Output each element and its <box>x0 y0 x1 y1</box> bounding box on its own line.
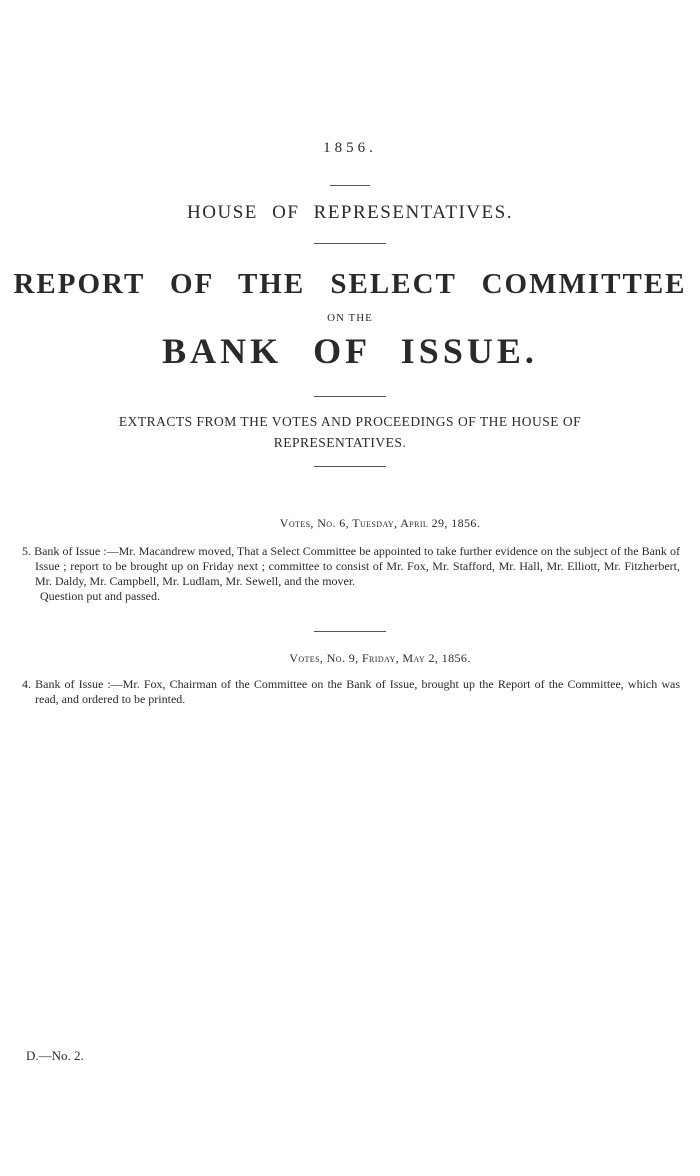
extracts-heading <box>0 411 700 453</box>
votes-entry <box>22 677 680 707</box>
votes-entry <box>22 544 680 604</box>
entry-text: Bank of Issue :—Mr. Macandrew moved, That a Select Committee be appointed to take further evidence on the subject of the Bank of Issue ; report to be brought up on Friday next ; committee to consist of Mr. Fox, Mr. Stafford, Mr. Hall, Mr. Elliott, Mr. Fitzherbert, Mr. Daldy, Mr. Campbell, Mr. Ludlam, Mr. Sewell, and the mover. <box>34 544 680 588</box>
document-code: D.—No. 2. <box>26 1048 84 1063</box>
votes-heading: Votes, No. 6, Tuesday, April 29, 1856. <box>279 516 481 530</box>
entry-number: 4. <box>22 677 31 691</box>
entry-paragraph <box>22 544 680 589</box>
entry-result: Question put and passed. <box>40 589 160 603</box>
divider-rule <box>314 631 386 632</box>
extracts-heading-line2: REPRESENTATIVES. <box>273 435 407 450</box>
divider-rule <box>314 243 386 244</box>
extracts-heading-line1: EXTRACTS FROM THE VOTES AND PROCEEDINGS OF THE HOUSE OF <box>118 414 582 429</box>
house-title: HOUSE OF REPRESENTATIVES. <box>187 202 513 223</box>
divider-rule <box>314 466 386 467</box>
entry-number: 5. <box>22 544 31 558</box>
divider-rule <box>314 396 386 397</box>
on-the-label: ON THE <box>327 312 373 324</box>
year: 1856. <box>323 140 377 156</box>
entry-text: Bank of Issue :—Mr. Fox, Chairman of the Committee on the Bank of Issue, brought up the Report of the Committee, which was read, and ordered to be printed. <box>35 677 680 706</box>
report-title: REPORT OF THE SELECT COMMITTEE <box>13 268 687 300</box>
divider-rule <box>330 185 370 186</box>
votes-heading: Votes, No. 9, Friday, May 2, 1856. <box>289 651 471 665</box>
subject-title: BANK OF ISSUE. <box>162 331 538 371</box>
entry-paragraph <box>22 677 680 707</box>
